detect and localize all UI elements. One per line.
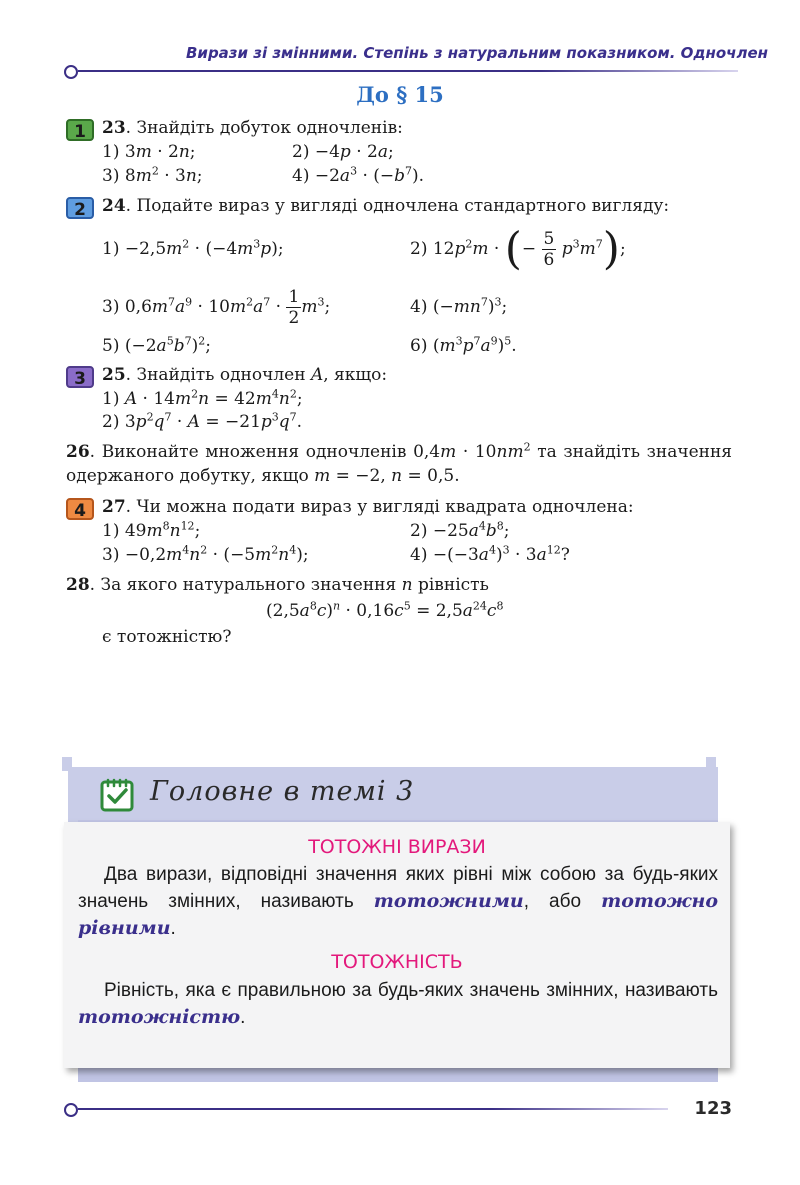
block-text-identity: Рівність, яка є правильною за будь-яких значень змінних, називають тотожністю.: [78, 980, 718, 1028]
level-badge-2: 2: [66, 197, 94, 219]
exercise-number: 26: [66, 442, 90, 462]
ex24-item-3: 3) $0,6m^7a^9 \cdot 10m^2a^7$ · $\frac{1}{2}$ $m^3$;: [102, 287, 331, 328]
ex23-item-1: 1) 3m · 2n;: [102, 142, 196, 162]
summary-tab-title: Головне в темі 3: [150, 776, 415, 807]
ex23-item-4: $4) -2a^3 \cdot (-b^7)$.: [292, 164, 425, 186]
ex27-item-4: $4) -(-3a^4)^3 \cdot 3a^{12}$?: [410, 543, 570, 565]
exercise-number: 28: [66, 575, 90, 595]
term-identically-equal: тотожно рівними: [78, 890, 718, 939]
exercise-number: 27: [102, 497, 126, 517]
ex25-item-1: 1) $A \cdot 14m^2n = 42m^4n^2$;: [102, 387, 303, 409]
section-title: До § 15: [356, 82, 444, 107]
ex24-item-2: 2) $12p^2m$ · (− $\frac{5}{6}$ $p^3m^7$);: [410, 223, 626, 275]
exercise-23: [102, 117, 403, 139]
level-badge-1: 1: [66, 119, 94, 141]
exercise-25: 25. Знайдіть одночлен A, якщо:: [102, 365, 388, 385]
term-identity: тотожністю: [78, 1006, 241, 1028]
term-identical: тотожними: [373, 890, 524, 912]
exercise-number: 24: [102, 196, 126, 216]
ex28-ending: є тотожністю?: [102, 627, 232, 647]
exercise-27: 27. Чи можна подати вираз у вигляді квадрата одночлена:: [102, 497, 634, 517]
exercise-26: 26. Виконайте множення одночленів $0,4m \cdot 10nm^2$ та знайдіть значення одержаного добутку, якщо m = −2, n = 0,5.: [66, 440, 733, 486]
ex27-item-1: 1) $49m^8n^{12}$;: [102, 519, 201, 541]
ex24-item-1: $1) -2,5m^2 \cdot (-4m^3p)$;: [102, 237, 284, 259]
summary-card: [64, 822, 730, 1068]
exercise-28: 28. За якого натурального значення n рівність: [66, 575, 489, 595]
ex27-item-2: $2) -25a^4b^8$;: [410, 519, 510, 541]
ex25-item-2: 2) $3p^2q^7 \cdot A = -21p^3q^7$.: [102, 410, 303, 432]
block-text-identical-expressions: Два вирази, відповідні значення яких рівні між собою за будь-яких значень змінних, називають тотожними, або тотожно рівними.: [78, 864, 718, 939]
ex23-item-2: 2) −4p · 2a;: [292, 142, 394, 162]
page-number: 123: [694, 1098, 732, 1119]
exercise-prompt: . Знайдіть добуток одночленів:: [125, 118, 403, 138]
footer-divider: [78, 1108, 668, 1110]
ex27-item-3: $3) -0,2m^4n^2 \cdot (-5m^2n^4)$;: [102, 543, 309, 565]
exercise-24: [102, 195, 669, 217]
exercise-prompt: . Подайте вираз у вигляді одночлена стандартного вигляду:: [125, 196, 670, 216]
running-header: Вирази зі змінними. Степінь з натуральним показником. Одночлен: [186, 44, 768, 62]
ex24-item-6: 6) $(m^3p^7a^9)^5$.: [410, 334, 517, 356]
footer-line-circle: [64, 1103, 78, 1117]
ex23-item-3: 3) $8m^2 \cdot 3n$;: [102, 164, 203, 186]
block-title-identity: ТОТОЖНІСТЬ: [331, 951, 463, 973]
exercise-number: 25: [102, 365, 126, 385]
block-title-identical-expressions: ТОТОЖНІ ВИРАЗИ: [308, 836, 486, 858]
ex24-item-4: 4) $(-mn^7)^3$;: [410, 295, 508, 317]
level-badge-4: 4: [66, 498, 94, 520]
header-divider: [78, 70, 738, 72]
ex28-equation: $(2,5a^8c)^n \cdot 0,16c^5 = 2,5a^{24}c^8$: [266, 599, 504, 621]
level-badge-3: 3: [66, 366, 94, 388]
ex24-item-5: 5) $(-2a^5b^7)^2$;: [102, 334, 211, 356]
header-line-circle: [64, 65, 78, 79]
exercise-number: 23: [102, 118, 126, 138]
checklist-icon: [100, 776, 134, 812]
